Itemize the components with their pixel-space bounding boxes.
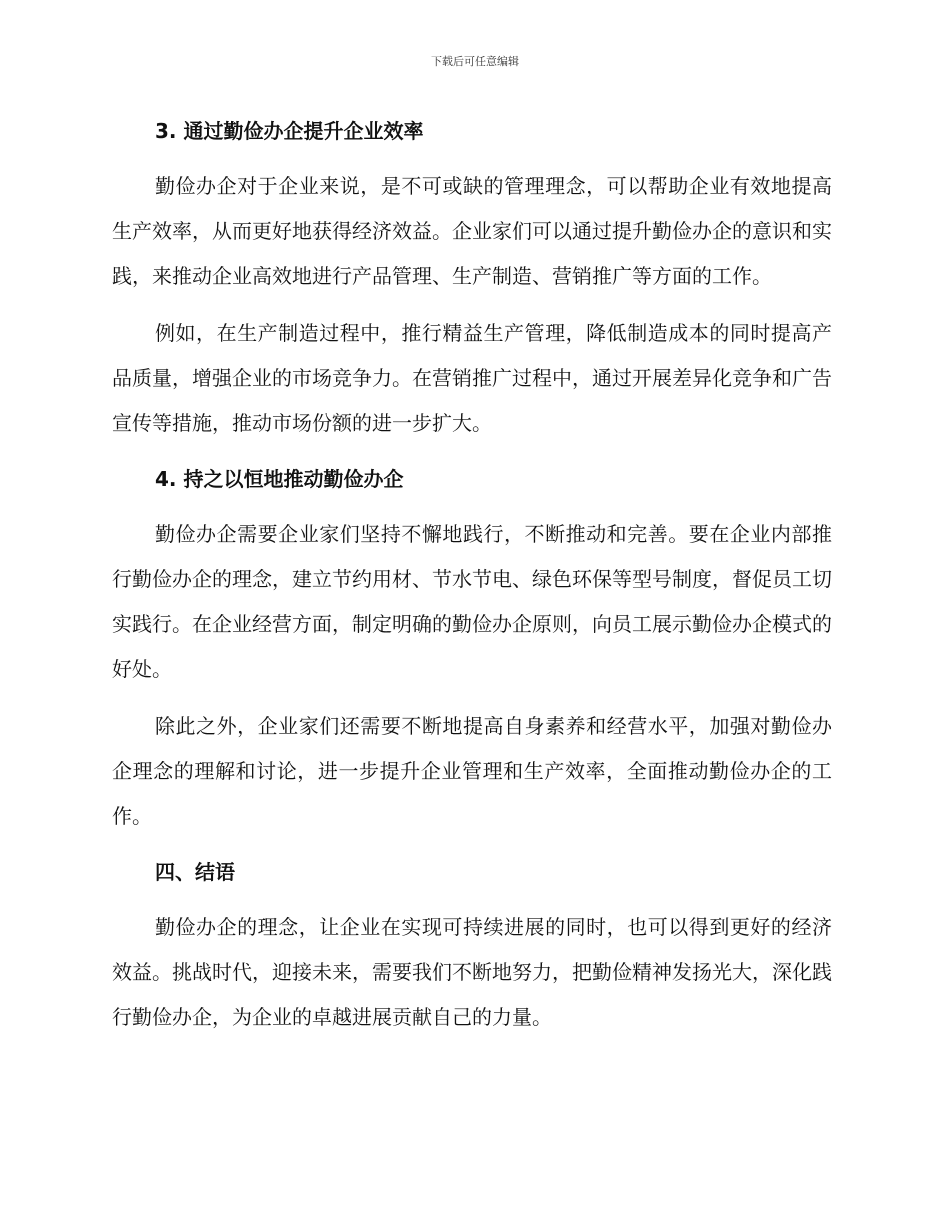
header-note: 下载后可任意编辑 [431,55,519,68]
document-body [112,112,832,1040]
section-3-paragraph-2: 例如，在生产制造过程中，推行精益生产管理，降低制造成本的同时提高产品质量，增强企业的市场竞争力。在营销推广过程中，通过开展差异化竞争和广告宣传等措施，推动市场份额的进一步扩大。 [112,321,832,435]
section-4-paragraph-1: 勤俭办企需要企业家们坚持不懈地践行，不断推动和完善。要在企业内部推行勤俭办企的理念，建立节约用材、节水节电、绿色环保等型号制度，督促员工切实践行。在企业经营方面，制定明确的勤俭办企原则，向员工展示勤俭办企模式的好处。 [112,522,832,681]
section-4-heading: 4. 持之以恒地推动勤俭办企 [155,467,404,491]
section-4-paragraph-2: 除此之外，企业家们还需要不断地提高自身素养和经营水平，加强对勤俭办企理念的理解和讨论，进一步提升企业管理和生产效率，全面推动勤俭办企的工作。 [112,714,832,828]
section-3-paragraph-1: 勤俭办企对于企业来说，是不可或缺的管理理念，可以帮助企业有效地提高生产效率，从而更好地获得经济效益。企业家们可以通过提升勤俭办企的意识和实践，来推动企业高效地进行产品管理、生产制造、营销推广等方面的工作。 [112,174,832,288]
conclusion-heading: 四、结语 [155,860,235,884]
conclusion-paragraph: 勤俭办企的理念，让企业在实现可持续进展的同时，也可以得到更好的经济效益。挑战时代，迎接未来，需要我们不断地努力，把勤俭精神发扬光大，深化践行勤俭办企，为企业的卓越进展贡献自己的力量。 [112,915,832,1029]
section-3-heading: 3. 通过勤俭办企提升企业效率 [155,119,424,143]
